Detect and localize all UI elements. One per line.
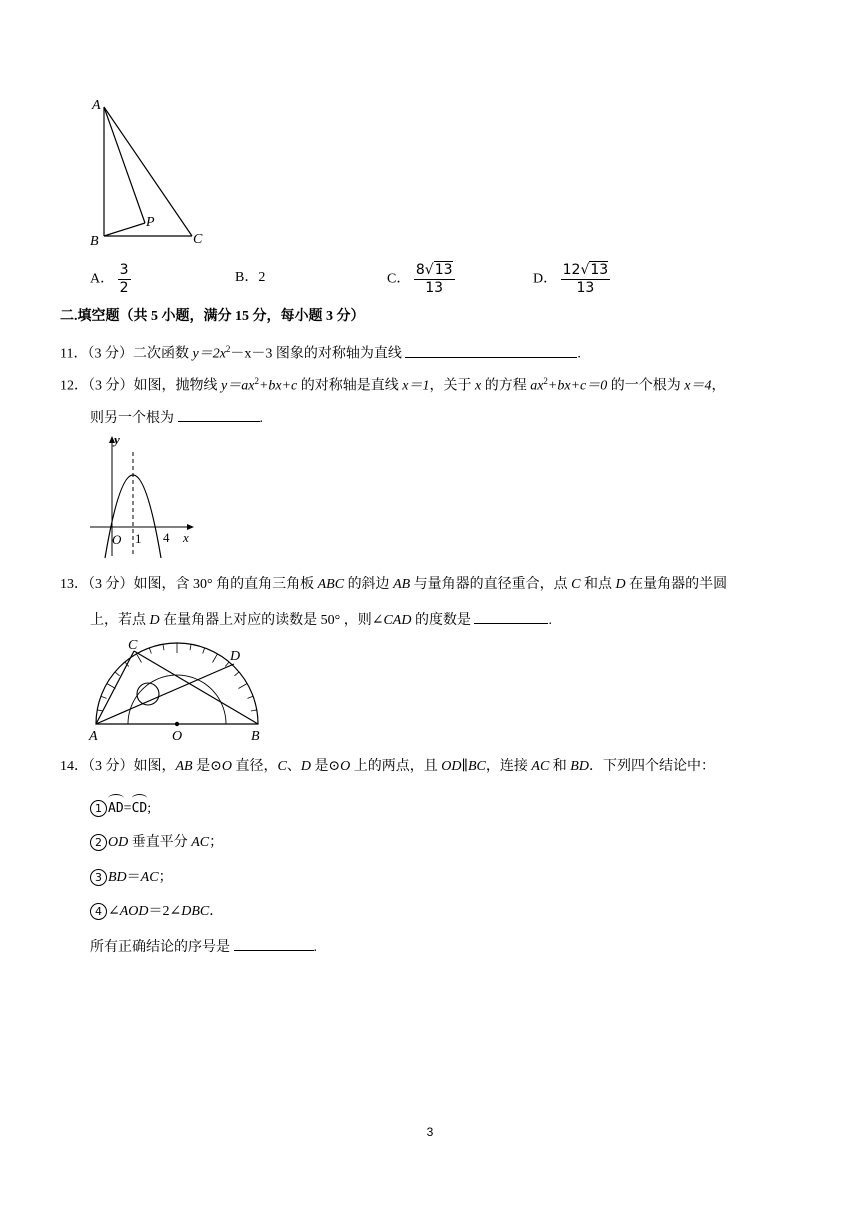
- label-b: B: [90, 234, 99, 249]
- answer-blank-14[interactable]: [234, 936, 314, 951]
- tick-label-4: 4: [163, 530, 170, 545]
- protractor-tick: [149, 648, 151, 654]
- label-c: C: [193, 232, 203, 247]
- option-d: D． $\frac{12√13}{13}$: [533, 262, 609, 296]
- figure-triangle-abp: [80, 95, 220, 250]
- label-a: A: [89, 729, 98, 744]
- option-a: A． $\frac{3}{2}$: [90, 262, 129, 296]
- protractor-tick: [234, 672, 239, 676]
- question-13: 13．（3 分）如图，含 30° 角的直角三角板 ABC 的斜边 AB 与量角器的直径重合，点 C 和点 D 在量角器的半圆: [60, 577, 728, 592]
- protractor-tick: [115, 672, 120, 676]
- fraction-3-2: $\frac{3}{2}$: [119, 262, 129, 296]
- protractor-tick: [190, 644, 191, 650]
- section-title: 二.填空题（共 5 小题，满分 15 分，每小题 3 分）: [60, 309, 365, 324]
- circled-number-1: 1: [90, 800, 107, 817]
- option-b: B．2: [235, 270, 266, 285]
- label-o: O: [172, 729, 183, 744]
- fraction-12root13-13: $\frac{12√13}{13}$: [562, 262, 609, 296]
- protractor-tick: [238, 684, 247, 689]
- question-14-final: 所有正确结论的序号是 .: [90, 936, 317, 958]
- circled-number-3: 3: [90, 869, 107, 886]
- statement-3: 3 BD＝AC；: [90, 868, 173, 888]
- label-b: B: [251, 729, 260, 744]
- axis-label-x: x: [183, 530, 189, 545]
- question-14: 14．（3 分）如图，AB 是⊙O 直径，C、D 是⊙O 上的两点，且 OD∥BC，连接 AC 和 BD．下列四个结论中：: [60, 759, 715, 774]
- protractor-tick: [101, 696, 107, 698]
- question-13-line2: 上，若点 D 在量角器上对应的读数是 50° ，则∠CAD 的度数是 .: [90, 609, 552, 631]
- page-number: 3: [426, 1125, 434, 1139]
- statement-2: 2 OD 垂直平分 AC；: [90, 833, 223, 853]
- question-12-line2: 则另一个根为 .: [90, 407, 263, 429]
- protractor-tick: [203, 648, 205, 654]
- answer-blank-13[interactable]: [474, 609, 548, 624]
- answer-blank-11[interactable]: [405, 343, 577, 358]
- question-12: 12．（3 分）如图，抛物线 $y=ax^2+bx+c$ 的对称轴是直线 x＝1，关于 x 的方程 $ax^2+bx+c=0$ 的一个根为 x＝4，: [60, 376, 726, 394]
- circled-number-2: 2: [90, 834, 107, 851]
- protractor-tick: [247, 696, 253, 698]
- arc-ad: AD: [108, 796, 124, 819]
- statement-1: 1 AD=CD;: [90, 796, 151, 819]
- protractor-tick: [163, 644, 164, 650]
- answer-blank-12[interactable]: [178, 407, 260, 422]
- figure-protractor: [86, 636, 276, 746]
- arc-cd: CD: [132, 796, 148, 819]
- circled-number-4: 4: [90, 903, 107, 920]
- label-c: C: [128, 638, 138, 653]
- protractor-tick: [213, 654, 218, 663]
- protractor-tick: [251, 710, 257, 711]
- question-11: 11．（3 分）二次函数 $y=2x^2-x-3$ 图象的对称轴为直线 .: [60, 344, 581, 362]
- label-a: A: [92, 98, 101, 113]
- tick-label-1: 1: [135, 531, 142, 546]
- label-d: D: [230, 649, 241, 664]
- label-p: P: [146, 215, 155, 230]
- figure-parabola: [86, 432, 206, 560]
- option-c: C． $\frac{8√13}{13}$: [387, 262, 453, 296]
- statement-4: 4 ∠AOD＝2∠DBC．: [90, 902, 223, 922]
- axis-label-y: y: [114, 432, 120, 447]
- origin-label: O: [112, 532, 122, 547]
- fraction-8root13-13: $\frac{8√13}{13}$: [415, 262, 453, 296]
